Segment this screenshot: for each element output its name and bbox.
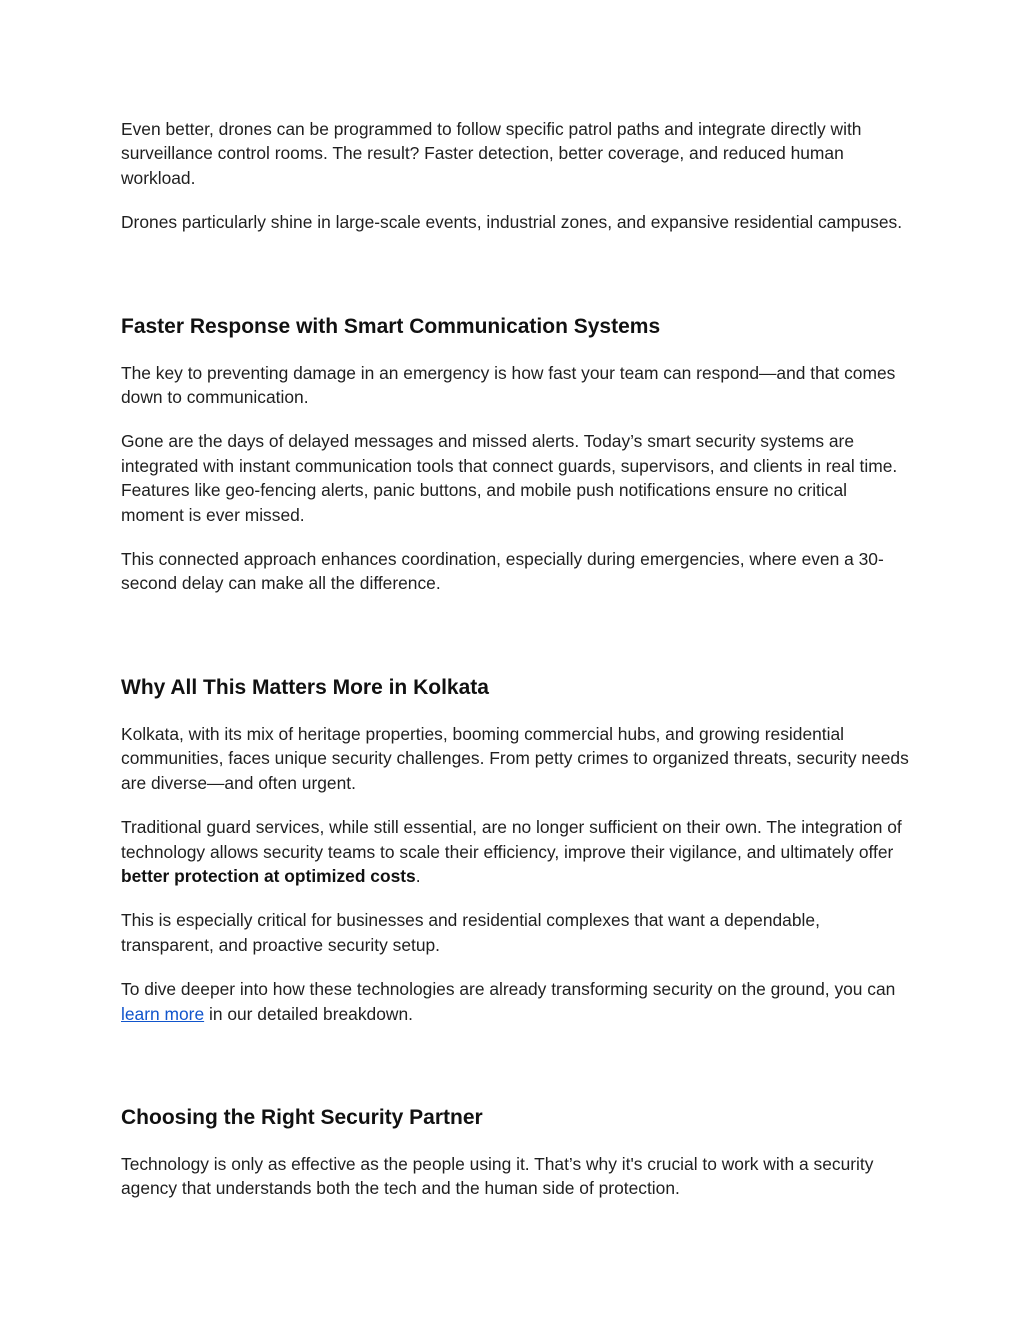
paragraph: The key to preventing damage in an emergency is how fast your team can respond—and that comes down to communication. bbox=[121, 362, 896, 408]
section-heading: Faster Response with Smart Communication Systems bbox=[121, 314, 661, 338]
paragraph: This is especially critical for businesses and residential complexes that want a dependable, transparent, and proactive security setup. bbox=[121, 910, 820, 955]
security-partner-section bbox=[121, 1104, 911, 1201]
kolkata-section bbox=[121, 674, 911, 1026]
section-heading: Choosing the Right Security Partner bbox=[121, 1105, 483, 1129]
section-spacer bbox=[121, 1046, 911, 1104]
paragraph: Gone are the days of delayed messages and missed alerts. Today’s smart security systems are integrated with instant communication tools that connect guards, supervisors, and clients in real time. Features like geo-fencing alerts, panic buttons, and mobile push notifications ensure no critical moment is ever missed. bbox=[121, 431, 898, 525]
bold-text: better protection at optimized costs bbox=[121, 865, 416, 886]
text-run: in our detailed breakdown. bbox=[204, 1003, 413, 1024]
text-run: . bbox=[415, 865, 421, 886]
paragraph: Kolkata, with its mix of heritage properties, booming commercial hubs, and growing residential communities, faces unique security challenges. From petty crimes to organized threats, security needs are diverse—and often urgent. bbox=[121, 723, 909, 793]
learn-more-link[interactable]: learn more bbox=[121, 1003, 205, 1024]
document-page bbox=[121, 117, 911, 1221]
paragraph: Even better, drones can be programmed to follow specific patrol paths and integrate directly with surveillance control rooms. The result? Faster detection, better coverage, and reduced human workload. bbox=[121, 119, 862, 188]
paragraph: This connected approach enhances coordination, especially during emergencies, where even a 30-second delay can make all the difference. bbox=[121, 549, 884, 594]
section-spacer bbox=[121, 616, 911, 674]
paragraph: Technology is only as effective as the people using it. That’s why it's crucial to work with a security agency that understands both the tech and the human side of protection. bbox=[121, 1153, 874, 1199]
paragraph-dive-deeper bbox=[121, 977, 911, 1026]
drones-section bbox=[121, 117, 911, 235]
paragraph-traditional bbox=[121, 815, 911, 888]
faster-response-section bbox=[121, 313, 911, 596]
paragraph: Drones particularly shine in large-scale events, industrial zones, and expansive residential campuses. bbox=[121, 212, 903, 233]
section-heading: Why All This Matters More in Kolkata bbox=[121, 675, 489, 699]
text-run: To dive deeper into how these technologies are already transforming security on the ground, you can bbox=[121, 979, 896, 1000]
text-run: Traditional guard services, while still essential, are no longer sufficient on their own. The integration of technology allows security teams to scale their efficiency, improve their vigilance, and ultimately offer bbox=[121, 817, 902, 862]
section-spacer bbox=[121, 255, 911, 313]
